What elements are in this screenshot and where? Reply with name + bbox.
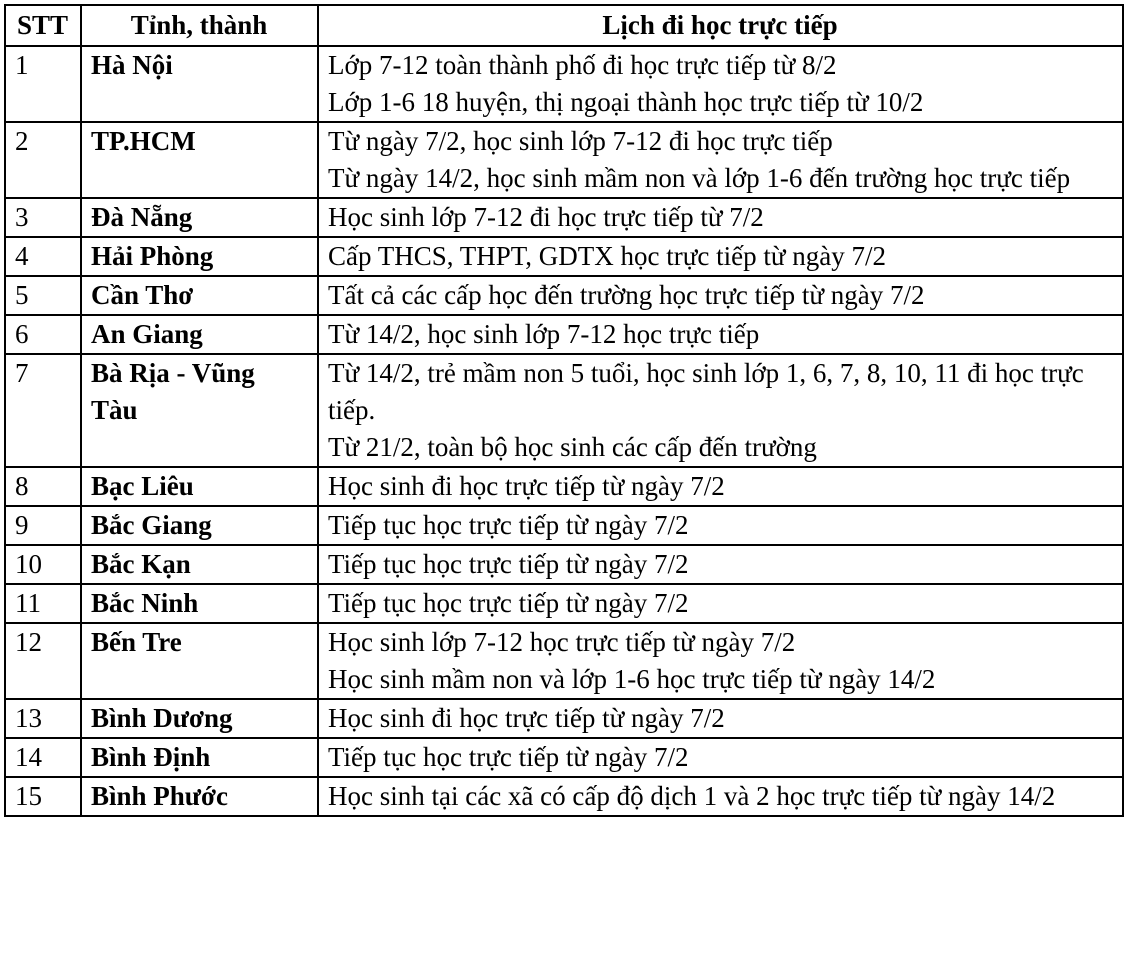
row-stt: 9	[5, 506, 81, 545]
row-schedule	[318, 122, 1123, 198]
schedule-line: Học sinh đi học trực tiếp từ ngày 7/2	[328, 703, 725, 733]
row-stt: 7	[5, 354, 81, 467]
row-stt: 14	[5, 738, 81, 777]
schedule-line: Cấp THCS, THPT, GDTX học trực tiếp từ ngày 7/2	[328, 241, 886, 271]
row-stt: 15	[5, 777, 81, 816]
row-schedule	[318, 237, 1123, 276]
row-province: Bến Tre	[81, 623, 318, 699]
row-stt: 12	[5, 623, 81, 699]
row-schedule	[318, 467, 1123, 506]
row-province: Bình Định	[81, 738, 318, 777]
row-schedule	[318, 354, 1123, 467]
schedule-line: Từ ngày 7/2, học sinh lớp 7-12 đi học trực tiếp	[328, 126, 833, 156]
row-province: Bình Dương	[81, 699, 318, 738]
row-schedule	[318, 545, 1123, 584]
row-stt: 4	[5, 237, 81, 276]
row-province: Cần Thơ	[81, 276, 318, 315]
schedule-line: Từ 21/2, toàn bộ học sinh các cấp đến trường	[328, 432, 817, 462]
row-schedule	[318, 276, 1123, 315]
row-stt: 10	[5, 545, 81, 584]
row-stt: 2	[5, 122, 81, 198]
table-row	[5, 506, 1123, 545]
row-province: Hải Phòng	[81, 237, 318, 276]
table-row	[5, 467, 1123, 506]
row-province: TP.HCM	[81, 122, 318, 198]
row-schedule	[318, 777, 1123, 816]
table-row	[5, 623, 1123, 699]
row-stt: 1	[5, 46, 81, 122]
row-province: Bắc Giang	[81, 506, 318, 545]
schedule-line: Tiếp tục học trực tiếp từ ngày 7/2	[328, 549, 689, 579]
schedule-line: Tiếp tục học trực tiếp từ ngày 7/2	[328, 510, 689, 540]
schedule-line: Tiếp tục học trực tiếp từ ngày 7/2	[328, 742, 689, 772]
row-province: Bình Phước	[81, 777, 318, 816]
header-schedule: Lịch đi học trực tiếp	[318, 5, 1123, 46]
school-schedule-table	[4, 4, 1124, 817]
table-row	[5, 777, 1123, 816]
header-province: Tỉnh, thành	[81, 5, 318, 46]
header-row	[5, 5, 1123, 46]
schedule-line: Từ 14/2, trẻ mầm non 5 tuổi, học sinh lớp 1, 6, 7, 8, 10, 11 đi học trực tiếp.	[328, 358, 1084, 425]
row-stt: 13	[5, 699, 81, 738]
table-row	[5, 738, 1123, 777]
row-province: Hà Nội	[81, 46, 318, 122]
schedule-line: Học sinh lớp 7-12 đi học trực tiếp từ 7/2	[328, 202, 764, 232]
row-stt: 5	[5, 276, 81, 315]
schedule-line: Học sinh tại các xã có cấp độ dịch 1 và 2 học trực tiếp từ ngày 14/2	[328, 781, 1056, 811]
table-row	[5, 699, 1123, 738]
schedule-line: Lớp 1-6 18 huyện, thị ngoại thành học trực tiếp từ 10/2	[328, 87, 924, 117]
row-schedule	[318, 46, 1123, 122]
table-row	[5, 198, 1123, 237]
schedule-line: Lớp 7-12 toàn thành phố đi học trực tiếp từ 8/2	[328, 50, 837, 80]
row-schedule	[318, 506, 1123, 545]
schedule-line: Học sinh mầm non và lớp 1-6 học trực tiếp từ ngày 14/2	[328, 664, 936, 694]
row-schedule	[318, 699, 1123, 738]
table-row	[5, 237, 1123, 276]
table-row	[5, 584, 1123, 623]
table-row	[5, 46, 1123, 122]
row-province: Đà Nẵng	[81, 198, 318, 237]
row-schedule	[318, 584, 1123, 623]
schedule-line: Học sinh đi học trực tiếp từ ngày 7/2	[328, 471, 725, 501]
row-schedule	[318, 315, 1123, 354]
table-row	[5, 122, 1123, 198]
row-stt: 11	[5, 584, 81, 623]
row-province: Bà Rịa - Vũng Tàu	[81, 354, 318, 467]
row-stt: 8	[5, 467, 81, 506]
table-row	[5, 545, 1123, 584]
row-schedule	[318, 623, 1123, 699]
table-row	[5, 354, 1123, 467]
row-stt: 3	[5, 198, 81, 237]
row-province: Bạc Liêu	[81, 467, 318, 506]
row-province: Bắc Ninh	[81, 584, 318, 623]
table-row	[5, 276, 1123, 315]
row-schedule	[318, 738, 1123, 777]
row-province: An Giang	[81, 315, 318, 354]
schedule-line: Tất cả các cấp học đến trường học trực tiếp từ ngày 7/2	[328, 280, 925, 310]
row-stt: 6	[5, 315, 81, 354]
schedule-line: Học sinh lớp 7-12 học trực tiếp từ ngày 7/2	[328, 627, 796, 657]
header-stt: STT	[5, 5, 81, 46]
schedule-line: Từ ngày 14/2, học sinh mầm non và lớp 1-6 đến trường học trực tiếp	[328, 163, 1071, 193]
schedule-line: Tiếp tục học trực tiếp từ ngày 7/2	[328, 588, 689, 618]
row-province: Bắc Kạn	[81, 545, 318, 584]
schedule-line: Từ 14/2, học sinh lớp 7-12 học trực tiếp	[328, 319, 760, 349]
table-row	[5, 315, 1123, 354]
row-schedule	[318, 198, 1123, 237]
